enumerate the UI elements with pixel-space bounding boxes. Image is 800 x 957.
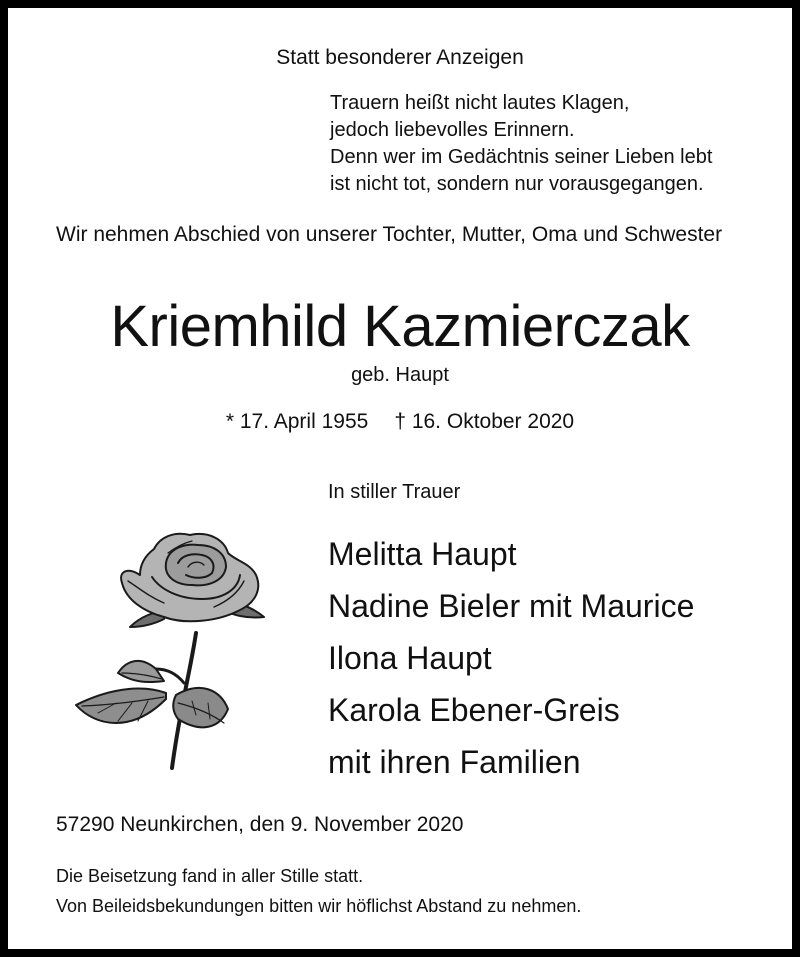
birth-date: * 17. April 1955 (225, 410, 369, 433)
rose-icon (68, 523, 288, 773)
life-dates (8, 410, 792, 434)
mourner-name: Karola Ebener-Greis (328, 692, 620, 728)
place-and-date: 57290 Neunkirchen, den 9. November 2020 (56, 813, 464, 836)
death-date: † 16. Oktober 2020 (394, 410, 575, 433)
mourner-name: Ilona Haupt (328, 640, 492, 676)
notice-header: Statt besonderer Anzeigen (276, 46, 524, 69)
mourning-label: In stiller Trauer (328, 481, 461, 503)
poem-line: Denn wer im Gedächtnis seiner Lieben lebt (330, 146, 713, 168)
poem-line: ist nicht tot, sondern nur vorausgegangen. (330, 173, 704, 195)
poem-line: Trauern heißt nicht lautes Klagen, (330, 92, 630, 114)
note-line: Von Beileidsbekundungen bitten wir höflichst Abstand zu nehmen. (56, 896, 582, 916)
mourner-name: mit ihren Familien (328, 744, 581, 780)
deceased-name: Kriemhild Kazmierczak (110, 294, 690, 359)
mourner-name: Nadine Bieler mit Maurice (328, 588, 695, 624)
mourner-list (328, 528, 694, 788)
birth-name: geb. Haupt (351, 364, 449, 386)
mourner-name: Melitta Haupt (328, 536, 517, 572)
notes (56, 861, 581, 921)
poem-line: jedoch liebevolles Erinnern. (330, 119, 575, 141)
intro-text: Wir nehmen Abschied von unserer Tochter, Mutter, Oma und Schwester (56, 223, 723, 246)
note-line: Die Beisetzung fand in aller Stille statt. (56, 866, 364, 886)
poem (330, 90, 712, 198)
